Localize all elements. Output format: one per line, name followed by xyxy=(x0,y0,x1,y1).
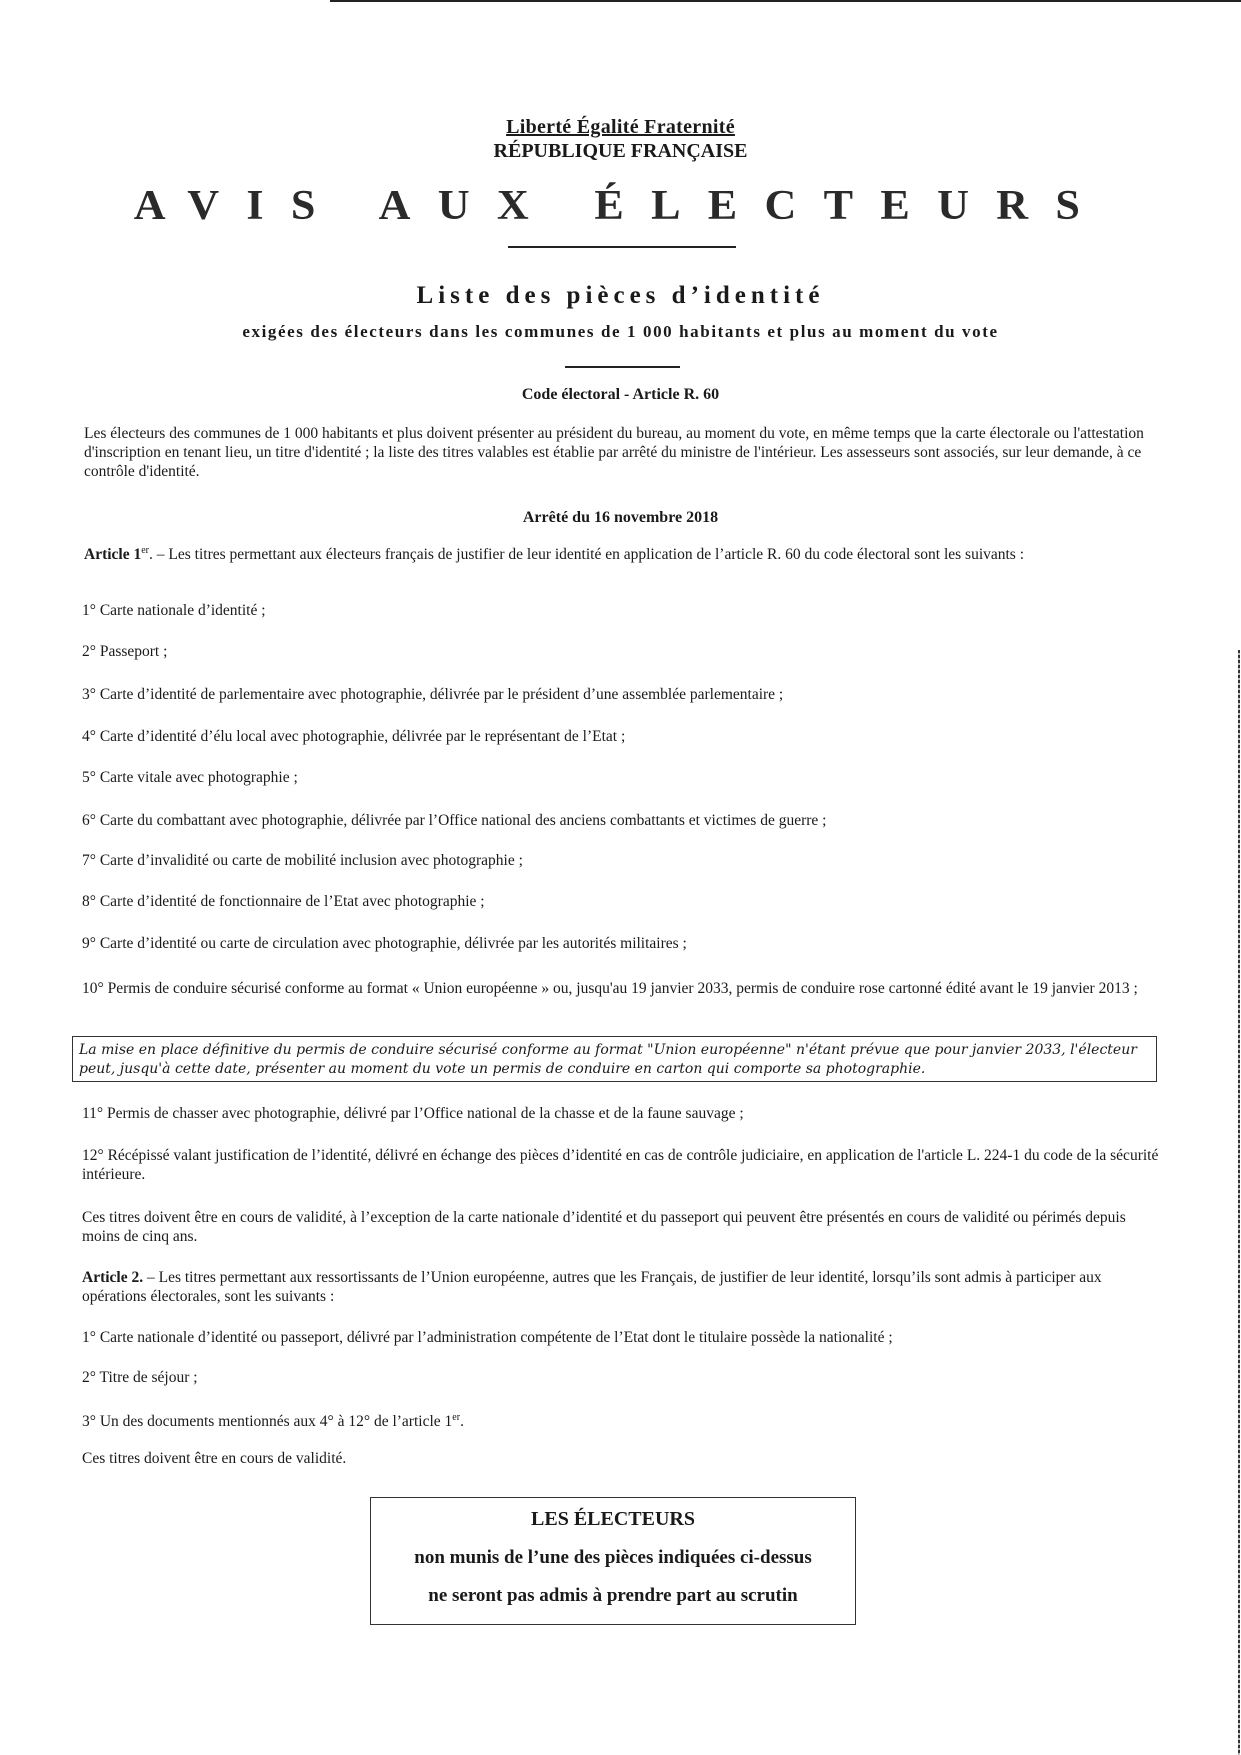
article2-label: Article 2. xyxy=(82,1269,144,1286)
scan-edge-right xyxy=(1238,650,1240,1755)
list-item: 8° Carte d’identité de fonctionnaire de l’Etat avec photographie ; xyxy=(82,893,485,910)
list-item: 2° Titre de séjour ; xyxy=(82,1369,198,1386)
code-text: Les électeurs des communes de 1 000 habitants et plus doivent présenter au président du bureau, au moment du vote, en même temps que la carte électorale ou l'attestation d'inscription en tenant lieu, un titre d'identité ; la liste des titres valables est établie par arrêté du ministre de l'intérieur. Les assesseurs sont associés, sur leur demande, à ce contrôle d'identité. xyxy=(84,425,1144,480)
list-item xyxy=(82,1408,1162,1431)
list-item: 11° Permis de chasser avec photographie, délivré par l’Office national de la chasse et de la faune sauvage ; xyxy=(82,1105,744,1122)
list-item: 7° Carte d’invalidité ou carte de mobilité inclusion avec photographie ; xyxy=(82,852,523,869)
article1-text: . – Les titres permettant aux électeurs français de justifier de leur identité en application de l’article R. 60 du code électoral sont les suivants : xyxy=(149,546,1025,564)
driving-license-note: La mise en place définitive du permis de conduire sécurisé conforme au format "Union européenne" n'étant prévue que pour janvier 2033, l'électeur peut, jusqu'à cette date, présenter au moment du vote un permis de conduire en carton qui comporte sa photographie. xyxy=(72,1036,1157,1082)
subtitle-divider xyxy=(565,366,680,368)
article1-validity: Ces titres doivent être en cours de validité, à l’exception de la carte nationale d’identité et du passeport qui peuvent être présentés en cours de validité ou périmés depuis moins de cinq ans. xyxy=(82,1209,1126,1245)
article2-intro xyxy=(82,1268,1162,1306)
code-heading: Code électoral - Article R. 60 xyxy=(521,386,720,403)
list-item: 12° Récépissé valant justification de l’identité, délivré en échange des pièces d’identité en cas de contrôle judiciaire, en application de l'article L. 224-1 du code de la sécurité intérieure. xyxy=(82,1147,1159,1183)
list-item: 10° Permis de conduire sécurisé conforme au format « Union européenne » ou, jusqu'au 19 janvier 2033, permis de conduire rose cartonné édité avant le 19 janvier 2013 ; xyxy=(82,980,1138,997)
scan-edge-top xyxy=(330,0,1241,2)
warning-line-1: LES ÉLECTEURS xyxy=(531,1508,695,1530)
item3-suffix: . xyxy=(460,1413,464,1431)
list-item: 9° Carte d’identité ou carte de circulation avec photographie, délivrée par les autorités militaires ; xyxy=(82,935,687,952)
subtitle-main: Liste des pièces d’identité xyxy=(416,282,825,309)
title-divider xyxy=(508,246,736,248)
list-item: 4° Carte d’identité d’élu local avec photographie, délivrée par le représentant de l’Etat ; xyxy=(82,728,626,745)
warning-line-2: non munis de l’une des pièces indiquées ci-dessus xyxy=(414,1547,812,1568)
list-item: 3° Carte d’identité de parlementaire avec photographie, délivrée par le président d’une assemblée parlementaire ; xyxy=(82,686,784,703)
article2-validity: Ces titres doivent être en cours de validité. xyxy=(82,1450,347,1467)
list-item: 1° Carte nationale d’identité ou passeport, délivré par l’administration compétente de l’Etat dont le titulaire possède la nationalité ; xyxy=(82,1329,893,1346)
list-item: 6° Carte du combattant avec photographie, délivrée par l’Office national des anciens combattants et victimes de guerre ; xyxy=(82,812,827,829)
article1-sup: er xyxy=(141,545,150,556)
warning-line-3: ne seront pas admis à prendre part au scrutin xyxy=(428,1585,798,1606)
warning-box xyxy=(370,1497,856,1625)
list-item: 5° Carte vitale avec photographie ; xyxy=(82,769,298,786)
article2-text: – Les titres permettant aux ressortissants de l’Union européenne, autres que les Français, de justifier de leur identité, lorsqu’ils sont admis à participer aux opérations électorales, sont les suivants : xyxy=(82,1269,1102,1305)
item3-sup: er xyxy=(452,1412,461,1423)
arrete-heading: Arrêté du 16 novembre 2018 xyxy=(522,509,719,526)
article1-intro xyxy=(84,541,1159,564)
motto: Liberté Égalité Fraternité xyxy=(506,116,735,138)
item3-text: 3° Un des documents mentionnés aux 4° à 12° de l’article 1 xyxy=(82,1413,453,1431)
list-item: 1° Carte nationale d’identité ; xyxy=(82,602,266,619)
subtitle-detail: exigées des électeurs dans les communes de 1 000 habitants et plus au moment du vote xyxy=(242,322,999,341)
list-item: 2° Passeport ; xyxy=(82,643,168,660)
page-title: AVIS AUX ÉLECTEURS xyxy=(133,183,1108,229)
article1-label: Article 1 xyxy=(84,546,142,564)
republic-label: RÉPUBLIQUE FRANÇAISE xyxy=(493,140,748,162)
